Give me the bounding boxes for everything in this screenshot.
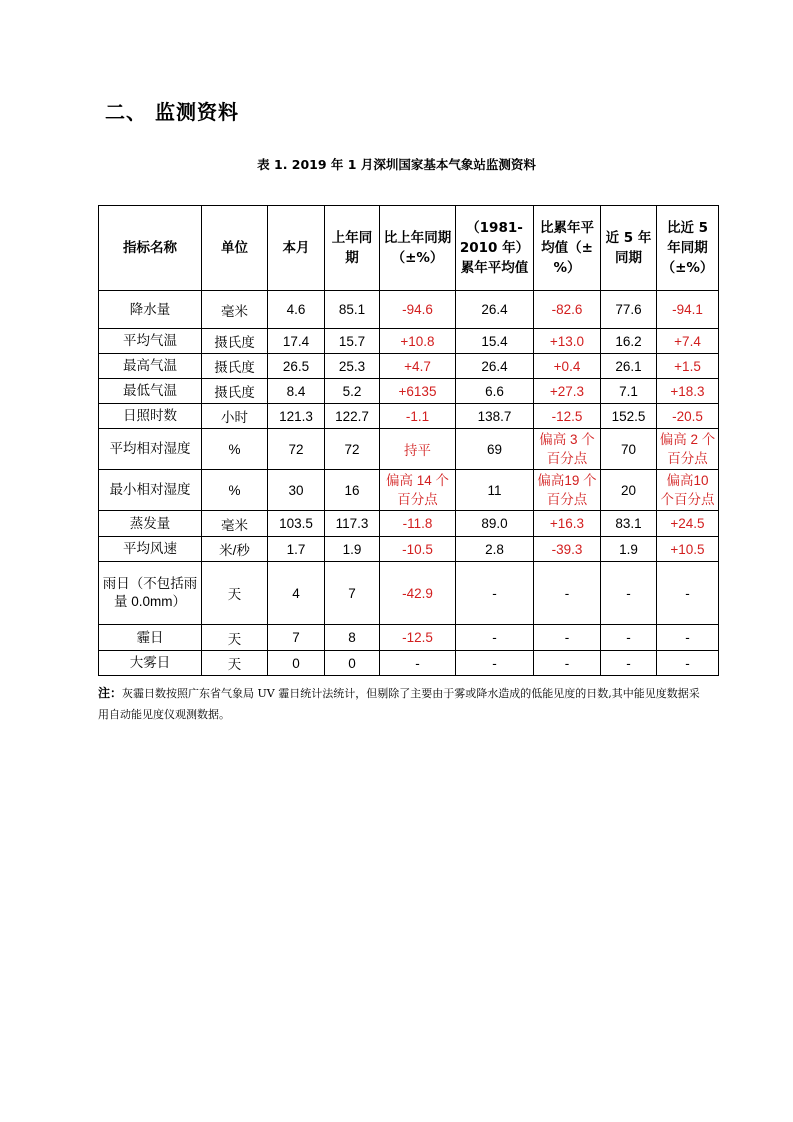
header-cell: 本月 [268, 206, 325, 291]
indicator-name: 蒸发量 [99, 511, 202, 537]
current-value: 0 [268, 651, 325, 676]
current-value: 103.5 [268, 511, 325, 537]
long-term-average: 11 [456, 470, 534, 511]
long-term-average: 89.0 [456, 511, 534, 537]
monitoring-table [98, 205, 719, 676]
vs-prev-year: -94.6 [380, 291, 456, 329]
header-cell: 单位 [202, 206, 268, 291]
table-row [99, 429, 719, 470]
unit-cell: 毫米 [202, 511, 268, 537]
five-year-average: 7.1 [601, 379, 657, 404]
vs-prev-year: -1.1 [380, 404, 456, 429]
five-year-average: - [601, 651, 657, 676]
vs-long-term-average: -39.3 [534, 537, 601, 562]
indicator-name: 平均气温 [99, 329, 202, 354]
indicator-name: 日照时数 [99, 404, 202, 429]
vs-long-term-average: -82.6 [534, 291, 601, 329]
long-term-average: - [456, 651, 534, 676]
vs-five-year-average: +24.5 [657, 511, 719, 537]
unit-cell: 天 [202, 625, 268, 651]
vs-five-year-average: -94.1 [657, 291, 719, 329]
vs-prev-year: +4.7 [380, 354, 456, 379]
vs-five-year-average: +1.5 [657, 354, 719, 379]
vs-prev-year: -42.9 [380, 562, 456, 625]
unit-cell: 毫米 [202, 291, 268, 329]
table-row [99, 354, 719, 379]
five-year-average: 20 [601, 470, 657, 511]
indicator-name: 最低气温 [99, 379, 202, 404]
five-year-average: - [601, 625, 657, 651]
current-value: 4.6 [268, 291, 325, 329]
long-term-average: 2.8 [456, 537, 534, 562]
prev-year-value: 72 [325, 429, 380, 470]
long-term-average: 15.4 [456, 329, 534, 354]
table-row [99, 562, 719, 625]
five-year-average: - [601, 562, 657, 625]
five-year-average: 70 [601, 429, 657, 470]
current-value: 7 [268, 625, 325, 651]
table-note [98, 683, 708, 725]
vs-five-year-average: +18.3 [657, 379, 719, 404]
unit-cell: 米/秒 [202, 537, 268, 562]
indicator-name: 最小相对湿度 [99, 470, 202, 511]
header-cell: 比上年同期（±%） [380, 206, 456, 291]
indicator-name: 大雾日 [99, 651, 202, 676]
header-row [99, 206, 719, 291]
vs-five-year-average: 偏高10 个百分点 [657, 470, 719, 511]
prev-year-value: 25.3 [325, 354, 380, 379]
vs-long-term-average: - [534, 625, 601, 651]
vs-prev-year: 偏高 14 个百分点 [380, 470, 456, 511]
table-row [99, 470, 719, 511]
current-value: 30 [268, 470, 325, 511]
vs-prev-year: 持平 [380, 429, 456, 470]
prev-year-value: 117.3 [325, 511, 380, 537]
vs-prev-year: -12.5 [380, 625, 456, 651]
indicator-name: 平均相对湿度 [99, 429, 202, 470]
vs-long-term-average: +13.0 [534, 329, 601, 354]
vs-long-term-average: - [534, 562, 601, 625]
vs-five-year-average: -20.5 [657, 404, 719, 429]
unit-cell: 天 [202, 651, 268, 676]
table-title: 表 1. 2019 年 1 月深圳国家基本气象站监测资料 [257, 157, 536, 172]
vs-prev-year: -11.8 [380, 511, 456, 537]
header-cell: 近 5 年同期 [601, 206, 657, 291]
vs-five-year-average: 偏高 2 个百分点 [657, 429, 719, 470]
prev-year-value: 122.7 [325, 404, 380, 429]
vs-prev-year: - [380, 651, 456, 676]
vs-prev-year: -10.5 [380, 537, 456, 562]
vs-long-term-average: +0.4 [534, 354, 601, 379]
table-row [99, 537, 719, 562]
prev-year-value: 0 [325, 651, 380, 676]
unit-cell: 天 [202, 562, 268, 625]
five-year-average: 1.9 [601, 537, 657, 562]
prev-year-value: 8 [325, 625, 380, 651]
vs-long-term-average: 偏高 3 个百分点 [534, 429, 601, 470]
table-row [99, 379, 719, 404]
table-row [99, 511, 719, 537]
unit-cell: 摄氏度 [202, 354, 268, 379]
long-term-average: 138.7 [456, 404, 534, 429]
current-value: 4 [268, 562, 325, 625]
five-year-average: 26.1 [601, 354, 657, 379]
indicator-name: 最高气温 [99, 354, 202, 379]
vs-prev-year: +10.8 [380, 329, 456, 354]
vs-five-year-average: - [657, 562, 719, 625]
current-value: 8.4 [268, 379, 325, 404]
current-value: 26.5 [268, 354, 325, 379]
five-year-average: 16.2 [601, 329, 657, 354]
prev-year-value: 15.7 [325, 329, 380, 354]
unit-cell: % [202, 470, 268, 511]
prev-year-value: 16 [325, 470, 380, 511]
indicator-name: 霾日 [99, 625, 202, 651]
vs-five-year-average: - [657, 651, 719, 676]
header-cell: （1981-2010 年）累年平均值 [456, 206, 534, 291]
header-cell: 上年同期 [325, 206, 380, 291]
header-cell: 比累年平均值（±%） [534, 206, 601, 291]
vs-long-term-average: +27.3 [534, 379, 601, 404]
note-text: 灰霾日数按照广东省气象局 UV 霾日统计法统计，但剔除了主要由于雾或降水造成的低能见度的日数,其中能见度数据采用自动能见度仪观测数据。 [98, 687, 700, 721]
long-term-average: 26.4 [456, 354, 534, 379]
current-value: 72 [268, 429, 325, 470]
long-term-average: 69 [456, 429, 534, 470]
vs-long-term-average: - [534, 651, 601, 676]
table-row [99, 291, 719, 329]
vs-prev-year: +6135 [380, 379, 456, 404]
indicator-name: 雨日（不包括雨量 0.0mm） [99, 562, 202, 625]
long-term-average: 6.6 [456, 379, 534, 404]
long-term-average: - [456, 625, 534, 651]
vs-long-term-average: +16.3 [534, 511, 601, 537]
header-cell: 指标名称 [99, 206, 202, 291]
vs-five-year-average: +7.4 [657, 329, 719, 354]
vs-five-year-average: +10.5 [657, 537, 719, 562]
long-term-average: 26.4 [456, 291, 534, 329]
header-cell: 比近 5 年同期（±%） [657, 206, 719, 291]
prev-year-value: 1.9 [325, 537, 380, 562]
prev-year-value: 85.1 [325, 291, 380, 329]
table-row [99, 329, 719, 354]
current-value: 17.4 [268, 329, 325, 354]
unit-cell: 摄氏度 [202, 379, 268, 404]
vs-long-term-average: 偏高19 个百分点 [534, 470, 601, 511]
long-term-average: - [456, 562, 534, 625]
section-title: 二、 监测资料 [105, 100, 239, 124]
unit-cell: 小时 [202, 404, 268, 429]
note-label: 注： [98, 686, 123, 700]
unit-cell: % [202, 429, 268, 470]
prev-year-value: 7 [325, 562, 380, 625]
vs-long-term-average: -12.5 [534, 404, 601, 429]
vs-five-year-average: - [657, 625, 719, 651]
prev-year-value: 5.2 [325, 379, 380, 404]
current-value: 121.3 [268, 404, 325, 429]
current-value: 1.7 [268, 537, 325, 562]
indicator-name: 降水量 [99, 291, 202, 329]
table-row [99, 651, 719, 676]
table-row [99, 404, 719, 429]
five-year-average: 152.5 [601, 404, 657, 429]
indicator-name: 平均风速 [99, 537, 202, 562]
table-row [99, 625, 719, 651]
five-year-average: 77.6 [601, 291, 657, 329]
unit-cell: 摄氏度 [202, 329, 268, 354]
five-year-average: 83.1 [601, 511, 657, 537]
